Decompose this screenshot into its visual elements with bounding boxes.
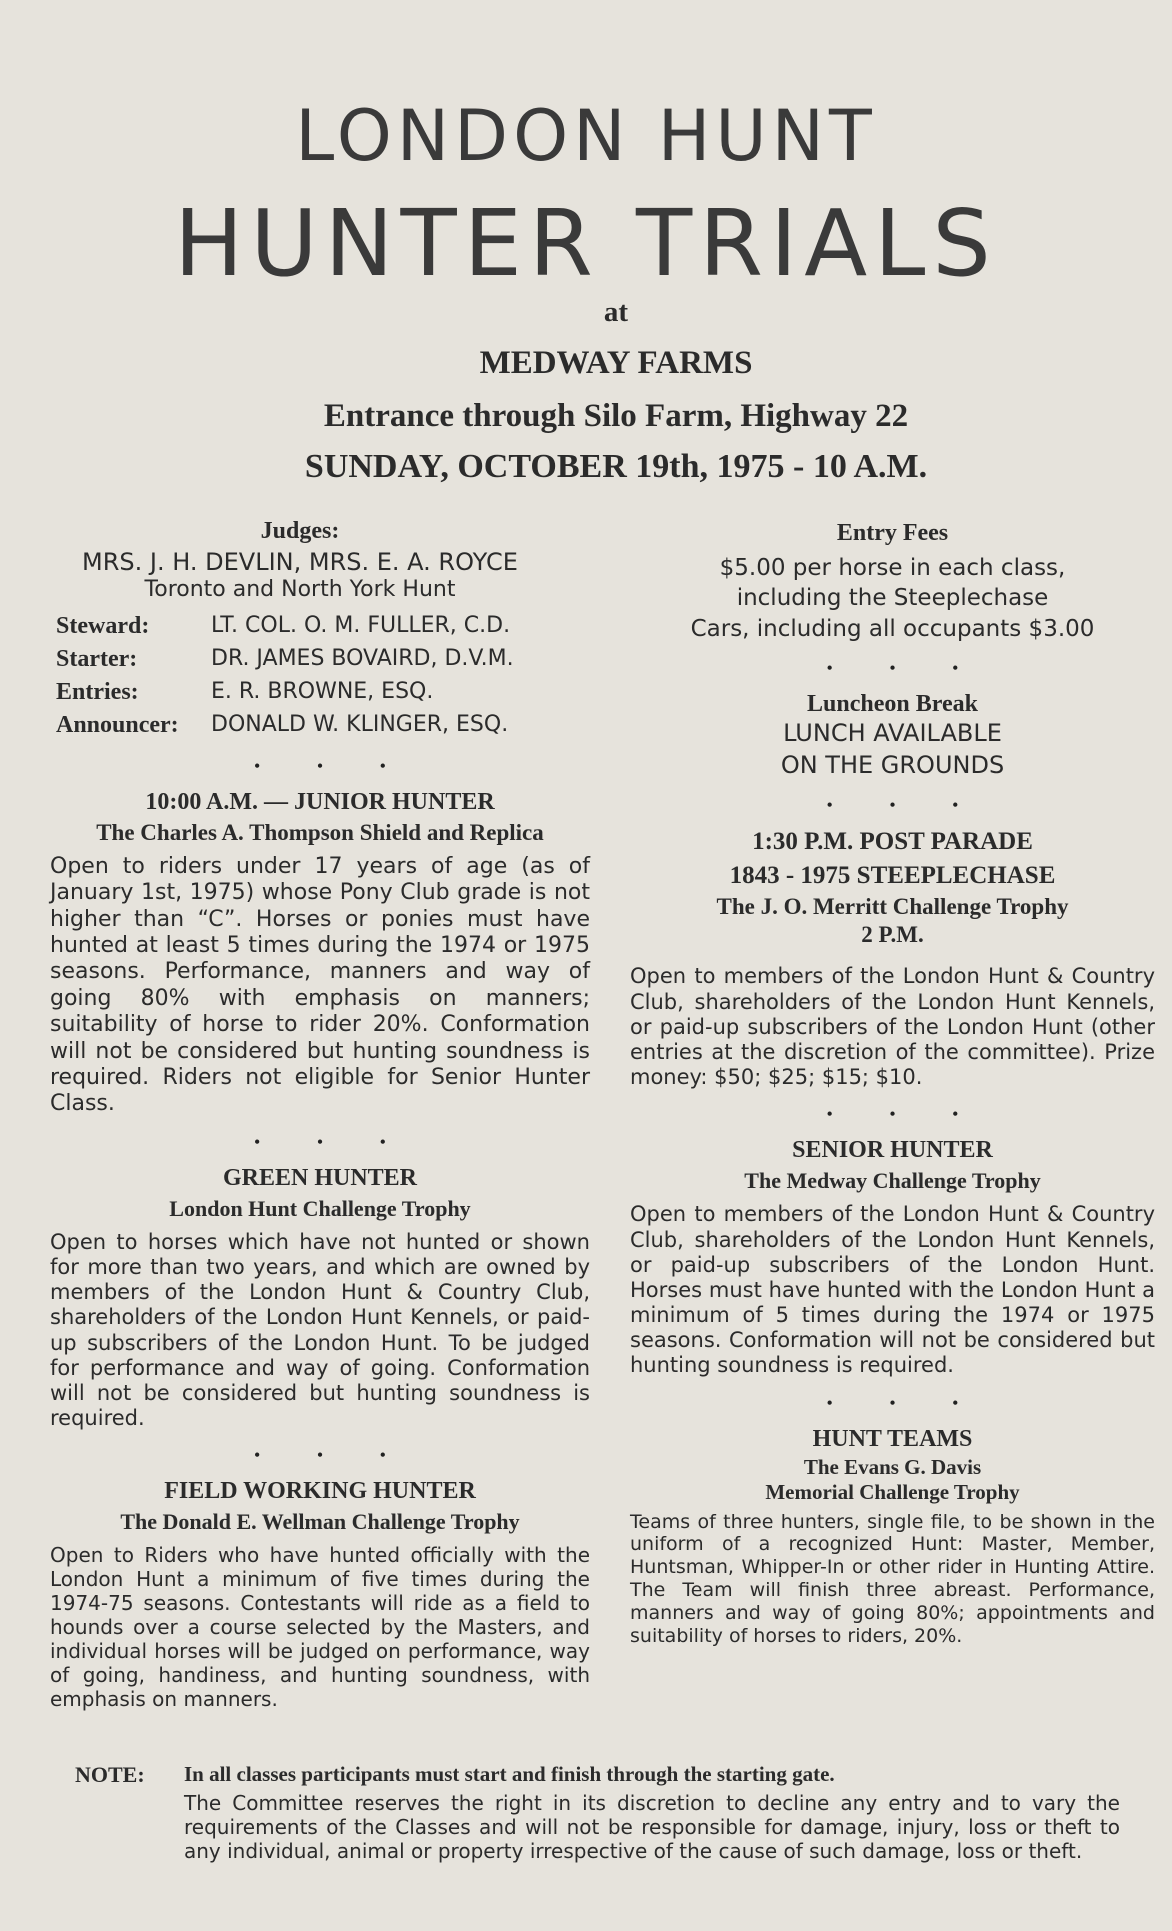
- hunt-teams-trophy: The Evans G. Davis: [803, 1454, 982, 1479]
- green-hunter-heading: GREEN HUNTER: [222, 1164, 418, 1191]
- hunt-teams-section: [630, 1426, 1155, 1648]
- junior-hunter-trophy: The Charles A. Thompson Shield and Replica: [96, 819, 544, 845]
- junior-hunter-section: [50, 789, 590, 1118]
- title-hunter-trials: HUNTER TRIALS: [174, 190, 998, 297]
- steeplechase-trophy: The J. O. Merritt Challenge Trophy: [716, 894, 1069, 920]
- field-working-hunter-trophy: The Donald E. Wellman Challenge Trophy: [120, 1509, 520, 1535]
- judges-heading: Judges:: [260, 518, 340, 544]
- entry-fees-line: $5.00 per horse in each class,: [719, 555, 1066, 581]
- official-name: DR. JAMES BOVAIRD, D.V.M.: [211, 645, 514, 671]
- official-role: Starter:: [56, 645, 138, 672]
- field-working-hunter-heading: FIELD WORKING HUNTER: [164, 1478, 476, 1505]
- official-role: Entries:: [56, 678, 139, 705]
- entry-fees-line: including the Steeplechase: [736, 585, 1049, 612]
- separator-dots: • • •: [254, 1131, 412, 1152]
- note-body: [184, 1791, 1120, 1863]
- venue: MEDWAY FARMS: [479, 345, 753, 381]
- separator-dots: • • •: [254, 1445, 412, 1466]
- senior-hunter-section: [630, 1137, 1155, 1378]
- official-role: Announcer:: [56, 711, 179, 738]
- entry-fees-line: Cars, including all occupants $3.00: [690, 615, 1095, 642]
- officials-table: [56, 610, 514, 742]
- note-label: NOTE:: [75, 1762, 145, 1787]
- junior-hunter-description: Open to riders under 17 years of age (as of January 1st, 1975) whose Pony Club grade is not higher than “C”. Horses or ponies must have hunted at least 5 times during the 1974 or 1975 seasons. Performance, manners and way of going 80% with emphasis on manners; suitability of horse to rider 20%. Conformation will not be considered but hunting soundness is required. Riders not eligible for Senior Hunter Class.: [50, 853, 590, 1117]
- luncheon-line: ON THE GROUNDS: [780, 750, 1005, 779]
- separator-dots: • • •: [826, 1104, 985, 1125]
- senior-hunter-trophy: The Medway Challenge Trophy: [744, 1168, 1041, 1194]
- official-row: [56, 643, 514, 676]
- steeplechase-heading: 1843 - 1975 STEEPLECHASE: [729, 862, 1056, 890]
- entrance-info: Entrance through Silo Farm, Highway 22: [323, 398, 909, 434]
- judges-names: MRS. J. H. DEVLIN, MRS. E. A. ROYCE: [82, 548, 518, 576]
- luncheon-line: LUNCH AVAILABLE: [783, 719, 1002, 748]
- title-london-hunt: LONDON HUNT: [295, 95, 877, 177]
- official-role: Steward:: [56, 612, 150, 639]
- official-row: [56, 709, 514, 742]
- luncheon-section: [630, 691, 1155, 781]
- note-section: [75, 1762, 1120, 1863]
- senior-hunter-heading: SENIOR HUNTER: [792, 1137, 993, 1164]
- separator-dots: • • •: [826, 658, 985, 679]
- field-working-hunter-section: [50, 1478, 590, 1711]
- steeplechase-description: Open to members of the London Hunt & Country Club, shareholders of the London Hunt Kennels, or paid-up subscribers of the London Hunt (other entries at the discretion of the committee). Prize money: $50; $25; $15; $10.: [630, 964, 1155, 1090]
- official-row: [56, 610, 514, 643]
- hunt-teams-description: Teams of three hunters, single file, to be shown in the uniform of a recognized Hunt: Master, Member, Huntsman, Whipper-In or other rider in Hunting Attire. The Team will finish three abreast. Performance, manners and way of going 80%; appointments and suitability of horses to riders, 20%.: [630, 1510, 1155, 1647]
- official-row: [56, 676, 514, 709]
- green-hunter-trophy: London Hunt Challenge Trophy: [169, 1195, 471, 1221]
- hunt-teams-heading: HUNT TEAMS: [812, 1425, 973, 1452]
- entry-fees-section: [630, 520, 1155, 644]
- event-date: SUNDAY, OCTOBER 19th, 1975 - 10 A.M.: [304, 448, 928, 485]
- steeplechase-time: 2 P.M.: [861, 922, 924, 948]
- at-label: at: [603, 296, 629, 328]
- right-column: [630, 520, 1155, 1647]
- hunt-teams-trophy: Memorial Challenge Trophy: [765, 1479, 1020, 1504]
- note-bold-text: In all classes participants must start and finish through the starting gate.: [184, 1762, 835, 1786]
- left-column: [50, 518, 590, 1711]
- junior-hunter-heading: 10:00 A.M. — JUNIOR HUNTER: [145, 788, 495, 815]
- note-body-text: The Committee reserves the right in its discretion to decline any entry and to vary the requirements of the Classes and will not be responsible for damage, injury, loss or theft to any individual, animal or property irrespective of the cause of such damage, loss or: [184, 1791, 1120, 1863]
- field-working-hunter-description: Open to Riders who have hunted officially with the London Hunt a minimum of five times during the 1974-75 seasons. Contestants will ride as a field to hounds over a course selected by the Masters, and individual horses will be judged on performance, way of going, handiness, and hunting soundness, with emphasis on manners.: [50, 1543, 590, 1712]
- green-hunter-section: [50, 1165, 590, 1432]
- entry-fees-heading: Entry Fees: [836, 520, 949, 546]
- separator-dots: • • •: [254, 755, 412, 776]
- separator-dots: • • •: [826, 1392, 985, 1413]
- luncheon-heading: Luncheon Break: [807, 691, 978, 718]
- steeplechase-section: [630, 828, 1155, 1090]
- judges-affiliation: Toronto and North York Hunt: [144, 576, 456, 602]
- separator-dots: • • •: [826, 795, 985, 816]
- official-name: DONALD W. KLINGER, ESQ.: [211, 711, 509, 737]
- officials-section: [50, 518, 590, 742]
- post-parade-heading: 1:30 P.M. POST PARADE: [752, 828, 1033, 856]
- senior-hunter-description: Open to members of the London Hunt & Country Club, shareholders of the London Hunt Kennels, or paid-up subscribers of the London Hunt. Horses must have hunted with the London Hunt a minimum of 5 times during the 1974 or 1975 seasons. Conformation will not be considered but hunting soundness is required.: [630, 1202, 1155, 1378]
- official-name: E. R. BROWNE, ESQ.: [211, 678, 434, 704]
- official-name: LT. COL. O. M. FULLER, C.D.: [211, 612, 511, 638]
- note-last-word: theft.: [1028, 1839, 1083, 1863]
- green-hunter-description: Open to horses which have not hunted or shown for more than two years, and which are owned by members of the London Hunt & Country Club, shareholders of the London Hunt Kennels, or paid-up subscribers of the London Hunt. To be judged for performance and way of going. Conformation will not be considered but hunting soundness is required.: [50, 1229, 590, 1431]
